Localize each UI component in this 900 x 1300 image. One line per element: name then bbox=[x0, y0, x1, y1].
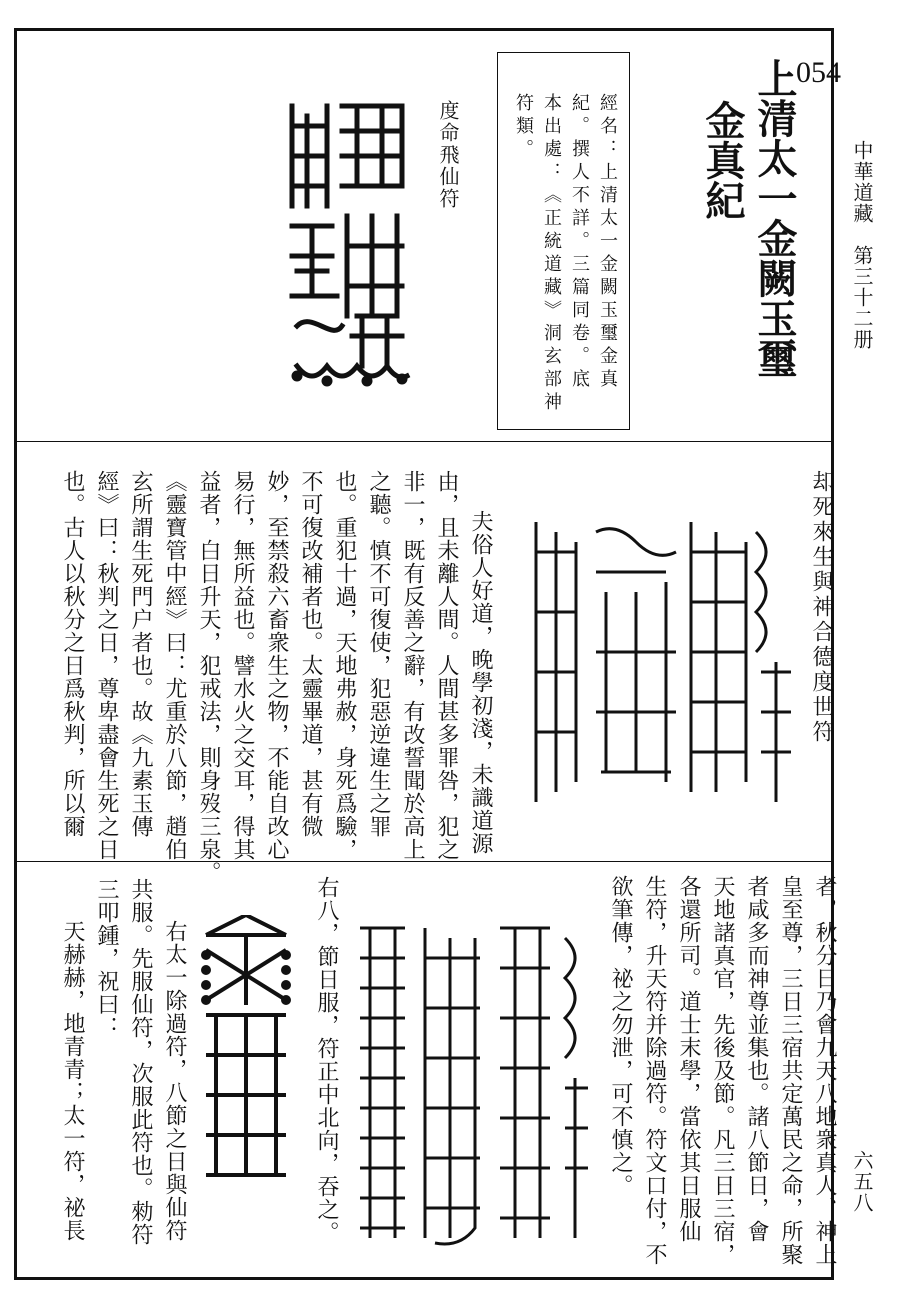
prayer-line: 天赫赫，地青青；太一符，祕長 bbox=[60, 920, 85, 1242]
s3-line-6: 生符，升天符并除過符。符文口付，不 bbox=[642, 875, 667, 1266]
page-number: 六五八 bbox=[850, 1150, 874, 1213]
s2-line-8: 易行，無所益也。譬水火之交耳，得其 bbox=[230, 470, 255, 861]
s2-line-11: 玄所謂生死門户者也。故《九素玉傳 bbox=[128, 470, 153, 838]
s3-line-7: 欲筆傳，祕之勿泄，可不慎之。 bbox=[608, 875, 633, 1197]
talisman-1-caption: 度命飛仙符 bbox=[436, 100, 460, 210]
s3-line-1: 者，秋分日乃會九天八地衆真人、神上 bbox=[812, 875, 837, 1266]
talisman-2-image bbox=[516, 512, 796, 812]
s2-line-4: 之聽。慎不可復使，犯惡逆違生之罪 bbox=[366, 470, 391, 838]
info-line-1: 經名：上清太一金闕玉璽金真 bbox=[597, 93, 618, 392]
taiyi-remove-faults-talisman bbox=[196, 915, 296, 1185]
title-line-2: 金真紀 bbox=[699, 100, 745, 220]
taiyi-line-1: 右太一除過符，八節之日與仙符 bbox=[162, 920, 187, 1242]
s2-line-7: 妙，至禁殺六畜衆生之物，不能自改心 bbox=[264, 470, 289, 861]
scripture-title bbox=[752, 58, 841, 418]
eight-festival-talismans bbox=[350, 918, 590, 1258]
eight-talismans-caption: 右八，節日服，符正中北向，吞之。 bbox=[314, 876, 339, 1244]
scripture-number: 054 bbox=[796, 56, 841, 89]
taiyi-line-2: 共服。先服仙符，次服此符也。勑符 bbox=[128, 878, 153, 1246]
s2-line-12: 經》曰：秋判之日，尊卑盡會生死之日 bbox=[94, 470, 119, 861]
s2-line-5: 也。重犯十過，天地弗赦，身死爲驗， bbox=[332, 470, 357, 861]
s3-line-2: 皇至尊，三日三宿共定萬民之命，所聚 bbox=[778, 875, 803, 1266]
s3-line-4: 天地諸真官，先後及節。凡三日三宿， bbox=[710, 875, 735, 1266]
s3-line-3: 者咸多而神尊並集也。諸八節日，會 bbox=[744, 875, 769, 1243]
s3-line-5: 各還所司。道士末學，當依其日服仙 bbox=[676, 875, 701, 1243]
s2-line-13: 也。古人以秋分之日爲秋判，所以爾 bbox=[60, 470, 85, 838]
scripture-info-box bbox=[497, 52, 630, 430]
s2-line-1: 夫俗人好道，晚學初淺，未識道源 bbox=[468, 510, 493, 855]
info-line-3: 本出處：《正統道藏》洞玄部神 bbox=[541, 93, 562, 415]
s2-line-3: 非一，既有反善之辭，有改誓聞於高上 bbox=[400, 470, 425, 861]
info-line-2: 紀。撰人不詳。三篇同卷。底 bbox=[569, 93, 590, 392]
divider-top bbox=[17, 441, 831, 442]
taiyi-line-3: 三叩鍾，祝曰： bbox=[94, 878, 119, 1039]
info-line-4: 符類。 bbox=[513, 93, 534, 162]
divider-middle bbox=[17, 861, 831, 862]
title-line-1: 上清太一金闕玉璽 bbox=[751, 58, 797, 378]
talisman-2-caption: 却死來生與神合德度世符 bbox=[809, 470, 834, 745]
s2-line-2: 由，且未離人間。人間甚多罪咎，犯之 bbox=[434, 470, 459, 861]
s2-line-9: 益者，白日升天，犯戒法，則身歿三泉。 bbox=[196, 470, 221, 884]
running-header: 中華道藏 第三十二册 bbox=[850, 140, 874, 350]
talisman-1-image bbox=[282, 96, 412, 396]
s2-line-6: 不可復改補者也。太靈畢道，甚有微 bbox=[298, 470, 323, 838]
s2-line-10: 《靈寶管中經》曰：尤重於八節，趙伯 bbox=[162, 470, 187, 861]
